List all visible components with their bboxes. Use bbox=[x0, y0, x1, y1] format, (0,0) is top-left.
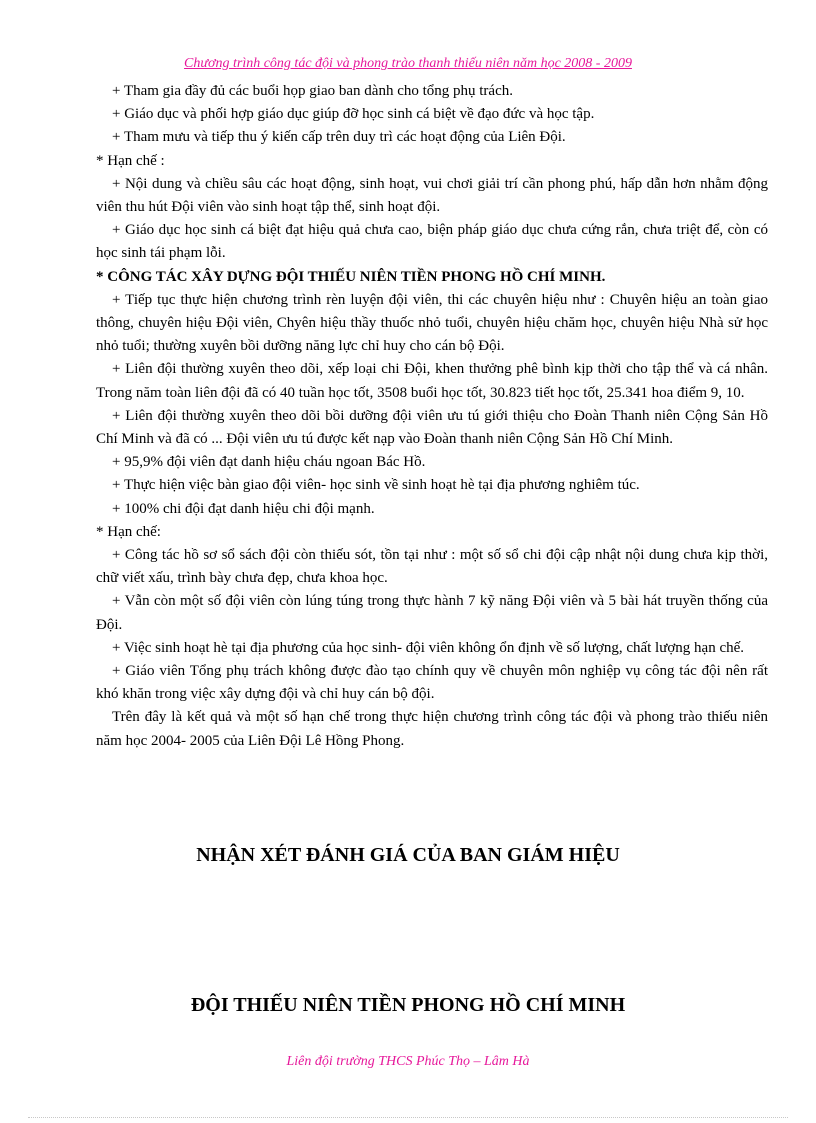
page-header: Chương trình công tác đội và phong trào thanh thiếu niên năm học 2008 - 2009 bbox=[184, 56, 632, 71]
paragraph: + Tham mưu và tiếp thu ý kiến cấp trên duy trì các hoạt động của Liên Đội. bbox=[112, 129, 566, 146]
paragraph: + 100% chi đội đạt danh hiệu chi đội mạnh. bbox=[112, 500, 375, 517]
paragraph: + Tiếp tục thực hiện chương trình rèn luyện đội viên, thi các chuyên hiệu như : Chuyên hiệu an toàn giao thông, chuyên hiệu Đội viên, Chyên hiệu thầy thuốc nhỏ tuổi, chuyên hiệu chăm học, chuyên hiệu Nhà sử học nhỏ tuổi; thường xuyên bồi dưỡng năng lực chỉ huy cho cán bộ Đội. bbox=[96, 291, 768, 355]
section-heading: * CÔNG TÁC XÂY DỰNG ĐỘI THIẾU NIÊN TIỀN PHONG HỒ CHÍ MINH. bbox=[96, 268, 606, 285]
paragraph: + Công tác hồ sơ sổ sách đội còn thiếu sót, tồn tại như : một số sổ chi đội cập nhật nội dung chưa kịp thời, chữ viết xấu, trình bày chưa đẹp, chưa khoa học. bbox=[96, 547, 768, 587]
page-footer: Liên đội trường THCS Phúc Thọ – Lâm Hà bbox=[286, 1054, 530, 1069]
footer-divider bbox=[28, 1117, 788, 1118]
paragraph: + Liên đội thường xuyên theo dõi bồi dưỡng đội viên ưu tú giới thiệu cho Đoàn Thanh niên Cộng Sản Hồ Chí Minh và đã có ... Đội viên ưu tú được kết nạp vào Đoàn thanh niên Cộng Sản Hồ Chí Minh. bbox=[96, 407, 768, 448]
paragraph: + 95,9% đội viên đạt danh hiệu cháu ngoan Bác Hồ. bbox=[112, 454, 426, 471]
paragraph: Trên đây là kết quả và một số hạn chế trong thực hiện chương trình công tác đội và phong trào thiếu niên năm học 2004- 2005 của Liên Đội Lê Hồng Phong. bbox=[96, 709, 768, 749]
paragraph: + Thực hiện việc bàn giao đội viên- học sinh về sinh hoạt hè tại địa phương nghiêm túc. bbox=[112, 477, 640, 494]
paragraph: + Vẫn còn một số đội viên còn lúng túng trong thực hành 7 kỹ năng Đội viên và 5 bài hát truyền thống của Đội. bbox=[96, 593, 768, 633]
document-body bbox=[96, 80, 768, 753]
evaluation-title: NHẬN XÉT ĐÁNH GIÁ CỦA BAN GIÁM HIỆU bbox=[196, 844, 620, 866]
section-label: * Hạn chế: bbox=[96, 523, 161, 540]
paragraph: + Việc sinh hoạt hè tại địa phương của học sinh- đội viên không ổn định về số lượng, chất lượng hạn chế. bbox=[112, 639, 745, 656]
paragraph: + Giáo viên Tổng phụ trách không được đào tạo chính quy về chuyên môn nghiệp vụ công tác đội nên rất khó khăn trong việc xây dựng đội và chỉ huy cán bộ đội. bbox=[96, 663, 768, 703]
paragraph: + Giáo dục học sinh cá biệt đạt hiệu quả chưa cao, biện pháp giáo dục chưa cứng rắn, chưa triệt để, còn có học sinh tái phạm lỗi. bbox=[96, 222, 768, 262]
paragraph: + Nội dung và chiều sâu các hoạt động, sinh hoạt, vui chơi giải trí cần phong phú, hấp dẫn hơn nhằm động viên thu hút Đội viên vào sinh hoạt tập thể, sinh hoạt đội. bbox=[96, 175, 768, 216]
section-label: * Hạn chế : bbox=[96, 152, 165, 169]
paragraph: + Giáo dục và phối hợp giáo dục giúp đỡ học sinh cá biệt về đạo đức và học tập. bbox=[112, 106, 595, 123]
paragraph: + Tham gia đầy đủ các buổi họp giao ban dành cho tổng phụ trách. bbox=[112, 83, 513, 99]
paragraph: + Liên đội thường xuyên theo dõi, xếp loại chi Đội, khen thưởng phê bình kịp thời cho tập thể và cá nhân. Trong năm toàn liên đội đã có 40 tuần học tốt, 3508 buổi học tốt, 30.823 tiết học tốt, 25.341 hoa điểm 9, 10. bbox=[96, 361, 768, 401]
organization-title: ĐỘI THIẾU NIÊN TIỀN PHONG HỒ CHÍ MINH bbox=[190, 994, 626, 1016]
